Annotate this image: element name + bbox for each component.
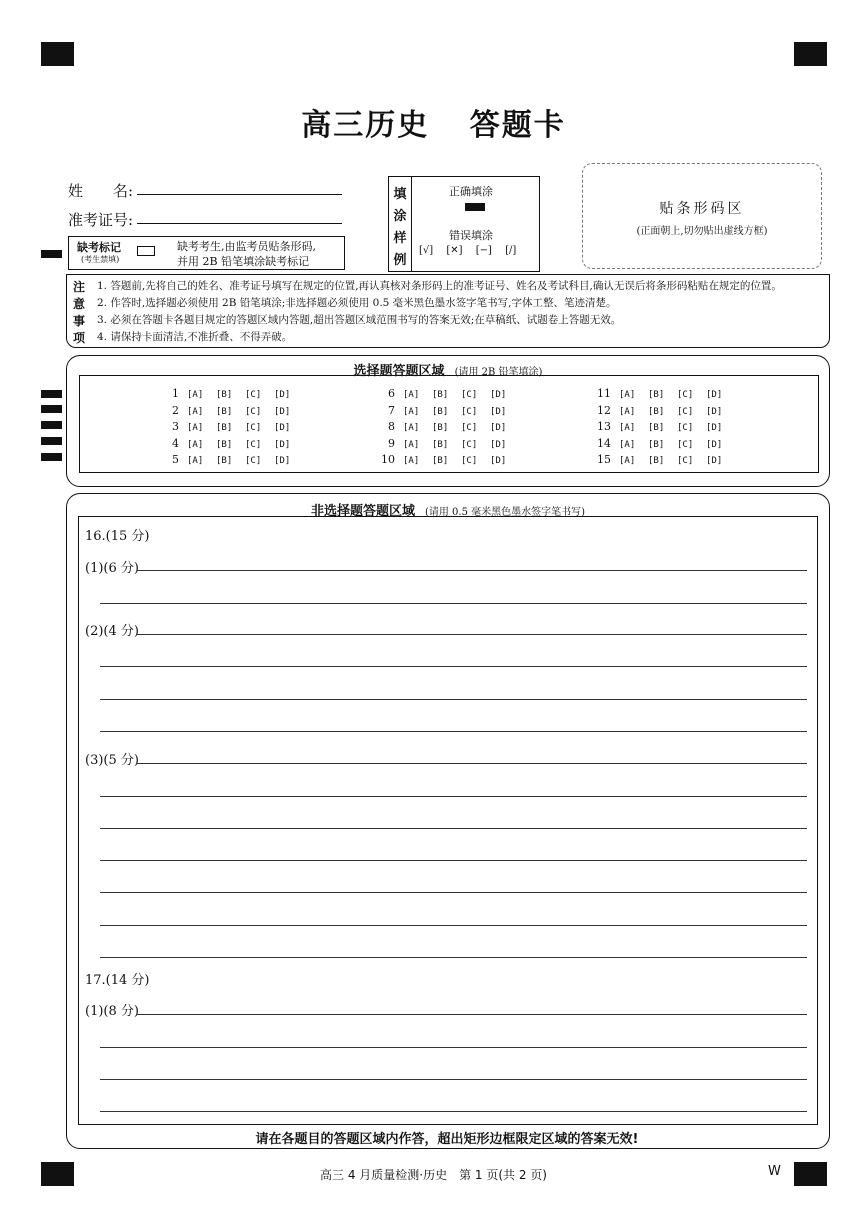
title-card: 答题卡 [469, 108, 566, 143]
mc-option-bubble[interactable]: [C] [677, 407, 694, 417]
wrong-mark-check: [√] [419, 245, 434, 256]
mc-option-bubble[interactable]: [C] [245, 407, 262, 417]
absent-label: 缺考标记 [77, 241, 121, 254]
mc-option-bubble[interactable]: [D] [274, 440, 291, 450]
mc-option-bubble[interactable]: [A] [403, 456, 420, 466]
mc-question-row [373, 404, 519, 417]
answer-line[interactable] [100, 603, 807, 604]
mc-question-row [157, 437, 303, 450]
mc-option-bubble[interactable]: [D] [274, 423, 291, 433]
mc-question-number: 14 [597, 437, 611, 450]
mc-option-bubble[interactable]: [B] [216, 423, 233, 433]
notes-head-char: 意 [73, 297, 86, 311]
mc-option-bubble[interactable]: [D] [706, 423, 723, 433]
mc-title: 选择题答题区域 [353, 364, 445, 379]
mc-option-bubble[interactable]: [A] [187, 456, 204, 466]
mc-option-bubble[interactable]: [C] [245, 390, 262, 400]
wrong-fill-label: 错误填涂 [449, 229, 493, 242]
timing-mark [41, 405, 62, 413]
mc-question-row [589, 420, 735, 433]
mc-option-bubble[interactable]: [D] [274, 390, 291, 400]
fill-sample-box [388, 176, 540, 272]
mc-option-bubble[interactable]: [B] [216, 440, 233, 450]
name-field[interactable] [137, 194, 342, 195]
mc-option-bubble[interactable]: [D] [706, 407, 723, 417]
mc-option-bubble[interactable]: [A] [187, 390, 204, 400]
notes-head-char: 项 [73, 331, 86, 345]
sample-side-char: 例 [393, 253, 407, 268]
answer-line[interactable] [100, 828, 807, 829]
mc-option-bubble[interactable]: [A] [187, 423, 204, 433]
timing-mark [41, 250, 62, 258]
mc-option-bubble[interactable]: [A] [403, 423, 420, 433]
mc-option-bubble[interactable]: [D] [490, 440, 507, 450]
q17-label: 17.(14 分) [85, 973, 150, 988]
page-code: W [768, 1164, 781, 1179]
corner-mark-top-right [794, 42, 827, 66]
mc-question-number: 3 [172, 420, 179, 433]
exam-id-field[interactable] [137, 223, 342, 224]
mc-option-bubble[interactable]: [C] [677, 440, 694, 450]
timing-mark [41, 421, 62, 429]
answer-line[interactable] [137, 570, 807, 571]
title-subject: 高三历史 [301, 108, 430, 143]
mc-section [66, 355, 830, 487]
mc-option-bubble[interactable]: [C] [461, 390, 478, 400]
mc-option-bubble[interactable]: [B] [648, 423, 665, 433]
page-title [0, 100, 867, 144]
mc-question-row [373, 437, 519, 450]
q16-2-label: (2)(4 分) [85, 624, 139, 639]
mc-question-row [157, 387, 303, 400]
mc-option-bubble[interactable]: [A] [619, 456, 636, 466]
wrong-mark-dash: [−] [475, 245, 492, 256]
wrong-mark-cross: [✕] [446, 245, 463, 256]
mc-option-bubble[interactable]: [C] [245, 423, 262, 433]
mc-option-bubble[interactable]: [D] [490, 390, 507, 400]
answer-line[interactable] [100, 699, 807, 700]
mc-option-bubble[interactable]: [D] [706, 390, 723, 400]
answer-line[interactable] [137, 763, 807, 764]
answer-line[interactable] [100, 731, 807, 732]
mc-option-bubble[interactable]: [D] [490, 456, 507, 466]
barcode-area [582, 163, 822, 269]
sample-side-char: 填 [393, 187, 407, 202]
mc-option-bubble[interactable]: [A] [403, 407, 420, 417]
answer-line[interactable] [100, 957, 807, 958]
mc-question-number: 10 [381, 453, 395, 466]
mc-question-row [373, 420, 519, 433]
mc-option-bubble[interactable]: [C] [461, 456, 478, 466]
free-note: (请用 0.5 毫米黑色墨水签字笔书写) [424, 507, 586, 518]
note-item: 2. 作答时,选择题必须使用 2B 铅笔填涂;非选择题必须使用 0.5 毫米黑色墨水签字笔书写,字体工整、笔迹清楚。 [97, 297, 617, 309]
mc-option-bubble[interactable]: [D] [490, 407, 507, 417]
answer-line[interactable] [100, 666, 807, 667]
free-inner-frame [78, 516, 818, 1125]
answer-line[interactable] [137, 634, 807, 635]
mc-option-bubble[interactable]: [B] [216, 456, 233, 466]
mc-option-bubble[interactable]: [B] [648, 456, 665, 466]
wrong-fill-examples [419, 245, 516, 256]
absent-mark-box [68, 236, 345, 270]
mc-question-row [589, 387, 735, 400]
mc-option-bubble[interactable]: [A] [619, 407, 636, 417]
wrong-mark-slash: [/] [505, 245, 517, 256]
mc-question-row [589, 453, 735, 466]
mc-question-number: 8 [388, 420, 395, 433]
note-item: 3. 必须在答题卡各题目规定的答题区域内答题,超出答题区域范围书写的答案无效;在草稿纸、试题卷上答题无效。 [97, 314, 622, 326]
sample-side-char: 涂 [393, 209, 407, 224]
mc-question-row [589, 437, 735, 450]
mc-option-bubble[interactable]: [A] [619, 423, 636, 433]
mc-option-bubble[interactable]: [A] [403, 440, 420, 450]
mc-question-number: 13 [597, 420, 611, 433]
mc-option-bubble[interactable]: [B] [216, 407, 233, 417]
mc-option-bubble[interactable]: [B] [432, 456, 449, 466]
answer-line[interactable] [100, 1079, 807, 1080]
answer-line[interactable] [100, 925, 807, 926]
mc-option-bubble[interactable]: [B] [432, 407, 449, 417]
correct-fill-label: 正确填涂 [449, 185, 493, 198]
mc-question-row [589, 404, 735, 417]
mc-option-bubble[interactable]: [C] [245, 440, 262, 450]
mc-note: (请用 2B 铅笔填涂) [454, 367, 543, 378]
mc-option-bubble[interactable]: [D] [274, 407, 291, 417]
note-item: 4. 请保持卡面清洁,不准折叠、不得弄破。 [97, 331, 293, 343]
mc-question-number: 9 [388, 437, 395, 450]
q16-label: 16.(15 分) [85, 529, 150, 544]
absent-checkbox[interactable] [137, 246, 155, 256]
mc-option-bubble[interactable]: [C] [461, 440, 478, 450]
notes-head-char: 注 [73, 280, 86, 294]
mc-option-bubble[interactable]: [A] [619, 390, 636, 400]
mc-option-bubble[interactable]: [C] [677, 423, 694, 433]
mc-question-number: 15 [597, 453, 611, 466]
mc-question-number: 6 [388, 387, 395, 400]
mc-option-bubble[interactable]: [C] [461, 423, 478, 433]
corner-mark-top-left [41, 42, 74, 66]
barcode-title: 贴条形码区 [659, 201, 745, 217]
mc-option-bubble[interactable]: [C] [461, 407, 478, 417]
mc-question-row [373, 453, 519, 466]
absent-line2: 并用 2B 铅笔填涂缺考标记 [177, 255, 310, 268]
mc-option-bubble[interactable]: [C] [677, 456, 694, 466]
q16-1-label: (1)(6 分) [85, 561, 139, 576]
mc-question-number: 11 [597, 387, 611, 400]
mc-option-bubble[interactable]: [C] [677, 390, 694, 400]
mc-question-number: 4 [172, 437, 179, 450]
notes-head-char: 事 [73, 314, 86, 328]
mc-option-bubble[interactable]: [B] [648, 440, 665, 450]
mc-option-bubble[interactable]: [B] [648, 407, 665, 417]
mc-option-bubble[interactable]: [A] [403, 390, 420, 400]
note-item: 1. 答题前,先将自己的姓名、准考证号填写在规定的位置,再认真核对条形码上的准考证号、姓名及考试科目,确认无误后将条形码粘贴在规定的位置。 [97, 280, 782, 292]
mc-question-row [157, 404, 303, 417]
q17-1-label: (1)(8 分) [85, 1004, 139, 1019]
mc-option-bubble[interactable]: [B] [216, 390, 233, 400]
mc-option-bubble[interactable]: [A] [187, 407, 204, 417]
mc-question-number: 1 [172, 387, 179, 400]
mc-question-row [157, 453, 303, 466]
mc-question-number: 2 [172, 404, 179, 417]
answer-line[interactable] [137, 1014, 807, 1015]
timing-mark [41, 390, 62, 398]
mc-option-bubble[interactable]: [B] [432, 440, 449, 450]
answer-line[interactable] [100, 1111, 807, 1112]
name-label: 姓 名: [68, 182, 134, 200]
absent-line1: 缺考考生,由监考员贴条形码, [177, 240, 316, 253]
answer-line[interactable] [100, 892, 807, 893]
mc-question-row [157, 420, 303, 433]
mc-option-bubble[interactable]: [D] [490, 423, 507, 433]
mc-option-bubble[interactable]: [C] [245, 456, 262, 466]
notes-box [66, 274, 830, 348]
mc-option-bubble[interactable]: [B] [648, 390, 665, 400]
answer-line[interactable] [100, 796, 807, 797]
answer-line[interactable] [100, 1047, 807, 1048]
mc-option-bubble[interactable]: [B] [432, 390, 449, 400]
mc-question-row [373, 387, 519, 400]
timing-mark [41, 437, 62, 445]
exam-id-label: 准考证号: [68, 211, 134, 229]
barcode-hint: (正面朝上,切勿贴出虚线方框) [636, 226, 768, 237]
timing-mark [41, 453, 62, 461]
mc-option-bubble[interactable]: [A] [619, 440, 636, 450]
mc-option-bubble[interactable]: [B] [432, 423, 449, 433]
free-title: 非选择题答题区域 [310, 504, 415, 519]
q16-3-label: (3)(5 分) [85, 753, 139, 768]
correct-fill-example [465, 203, 485, 211]
mc-question-number: 5 [172, 453, 179, 466]
answer-line[interactable] [100, 860, 807, 861]
footer-warning: 请在各题目的答题区域内作答，超出矩形边框限定区域的答案无效! [255, 1132, 639, 1147]
mc-option-bubble[interactable]: [A] [187, 440, 204, 450]
mc-option-bubble[interactable]: [D] [274, 456, 291, 466]
mc-question-number: 12 [597, 404, 611, 417]
absent-sub: (考生禁填) [81, 255, 120, 264]
sample-side-char: 样 [393, 231, 407, 246]
mc-question-number: 7 [388, 404, 395, 417]
page-footer: 高三 4 月质量检测·历史 第 1 页(共 2 页) [320, 1168, 547, 1182]
mc-option-bubble[interactable]: [D] [706, 440, 723, 450]
mc-option-bubble[interactable]: [D] [706, 456, 723, 466]
sample-side-column [389, 177, 412, 271]
